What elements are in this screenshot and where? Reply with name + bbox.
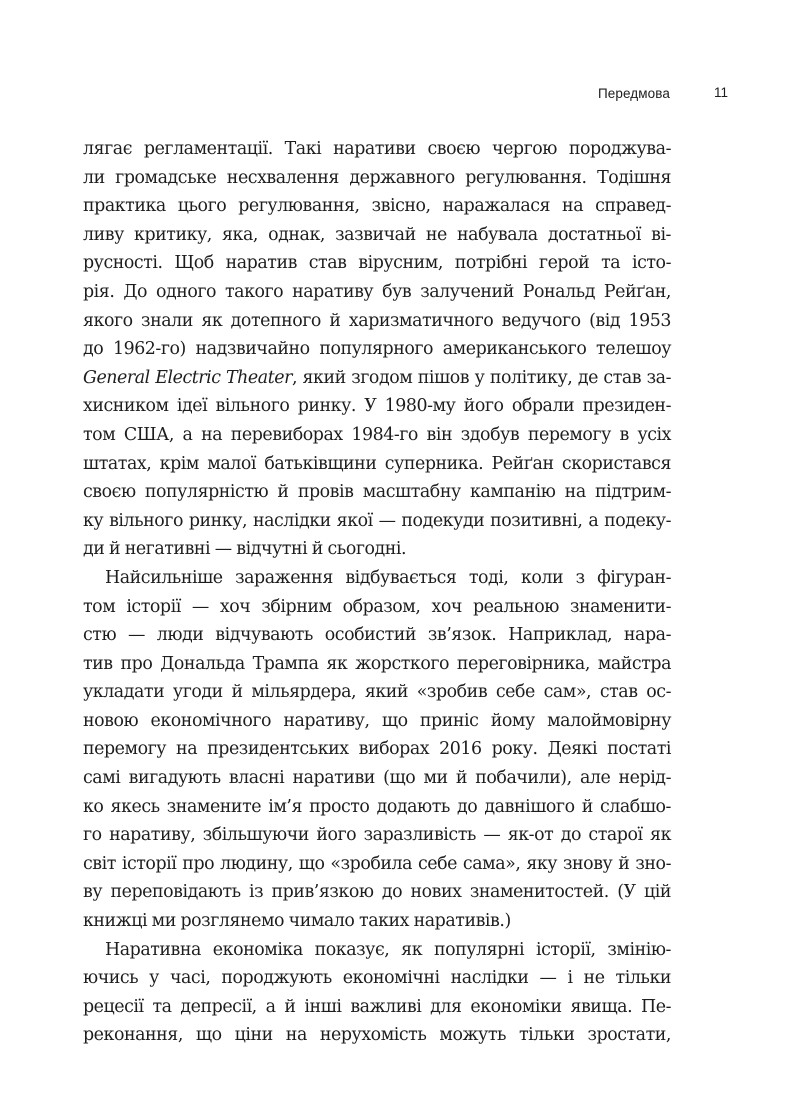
text-line: ко якесь знамените ім’я просто додають до давнішого й слабшо-: [83, 796, 671, 817]
text-line: своєю популярністю й провів масштабну кампанію на підтрим-: [83, 482, 671, 503]
text-line: новою економічного наративу, що приніс йому малоймовірну: [83, 710, 671, 731]
text-line: стю — люди відчувають особистий зв’язок. Наприклад, нара-: [83, 625, 671, 646]
text-line: ву переповідають із прив’язкою до нових знаменитостей. (У цій: [83, 882, 671, 903]
text-line: ку вільного ринку, наслідки якої — подекуди позитивні, а подеку-: [83, 510, 671, 531]
text-line: том США, а на перевиборах 1984-го він здобув перемогу в усіх: [83, 424, 671, 445]
text-line: ди й негативні — відчутні й сьогодні.: [83, 539, 407, 560]
italic-title: General Electric Theater: [83, 367, 292, 388]
text-line: тив про Дональда Трампа як жорсткого переговірника, майстра: [83, 653, 671, 674]
text-line: [83, 364, 671, 393]
text-line: реконання, що ціни на нерухомість можуть тільки зростати,: [83, 1025, 671, 1046]
text-line: Наративна економіка показує, як популярні історії, змінію-: [105, 939, 671, 960]
text-line: лягає регламентації. Такі наративи своєю чергою породжува-: [83, 139, 671, 159]
running-title: Передмова: [597, 86, 670, 101]
text-line: ливу критику, яка, однак, зазвичай не набувала достатньої ві-: [83, 224, 671, 245]
text-line: самі вигадують власні наративи (що ми й побачили), але нерід-: [83, 768, 671, 789]
text-line: Найсильніше зараження відбувається тоді, коли з фігуран-: [105, 567, 671, 588]
text-line: якого знали як дотепного й харизматичного ведучого (від 1953: [83, 310, 671, 331]
text-line: укладати угоди й мільярдера, який «зробив себе сам», став ос-: [83, 682, 671, 703]
text-line: практика цього регулювання, звісно, наражалася на справед-: [83, 196, 671, 217]
text-line: перемогу на президентських виборах 2016 року. Деякі постаті: [83, 739, 671, 760]
text-line: ли громадське несхвалення державного регулювання. Тодішня: [83, 167, 671, 188]
text-line: го наративу, збільшуючи його заразливість — як-от до старої як: [83, 825, 671, 846]
text-line: рія. До одного такого наративу був залучений Рональд Рейґан,: [83, 281, 671, 302]
running-header: [0, 86, 800, 106]
text-line: хисником ідеї вільного ринку. У 1980-му його обрали президен-: [83, 396, 671, 417]
body-text: [83, 135, 671, 1050]
text-line: світ історії про людину, що «зробила себе сама», яку знову й зно-: [83, 853, 671, 874]
text-line: штатах, крім малої батьківщини суперника. Рейґан скористався: [83, 453, 671, 474]
text-line: до 1962-го) надзвичайно популярного американського телешоу: [83, 339, 671, 360]
text-line: книжці ми розглянемо чимало таких наративів.): [83, 911, 511, 932]
text-line: том історії — хоч збірним образом, хоч реальною знаменити-: [83, 596, 671, 617]
text-line: рецесії та депресії, а й інші важливі для економіки явища. Пе-: [83, 996, 671, 1017]
page-number: 11: [714, 85, 729, 100]
text-segment: , який згодом пішов у політику, де став за-: [291, 367, 671, 388]
text-line: русності. Щоб наратив став вірусним, потрібні герой та істо-: [83, 253, 671, 274]
text-line: ючись у часі, породжують економічні наслідки — і не тільки: [83, 968, 671, 989]
